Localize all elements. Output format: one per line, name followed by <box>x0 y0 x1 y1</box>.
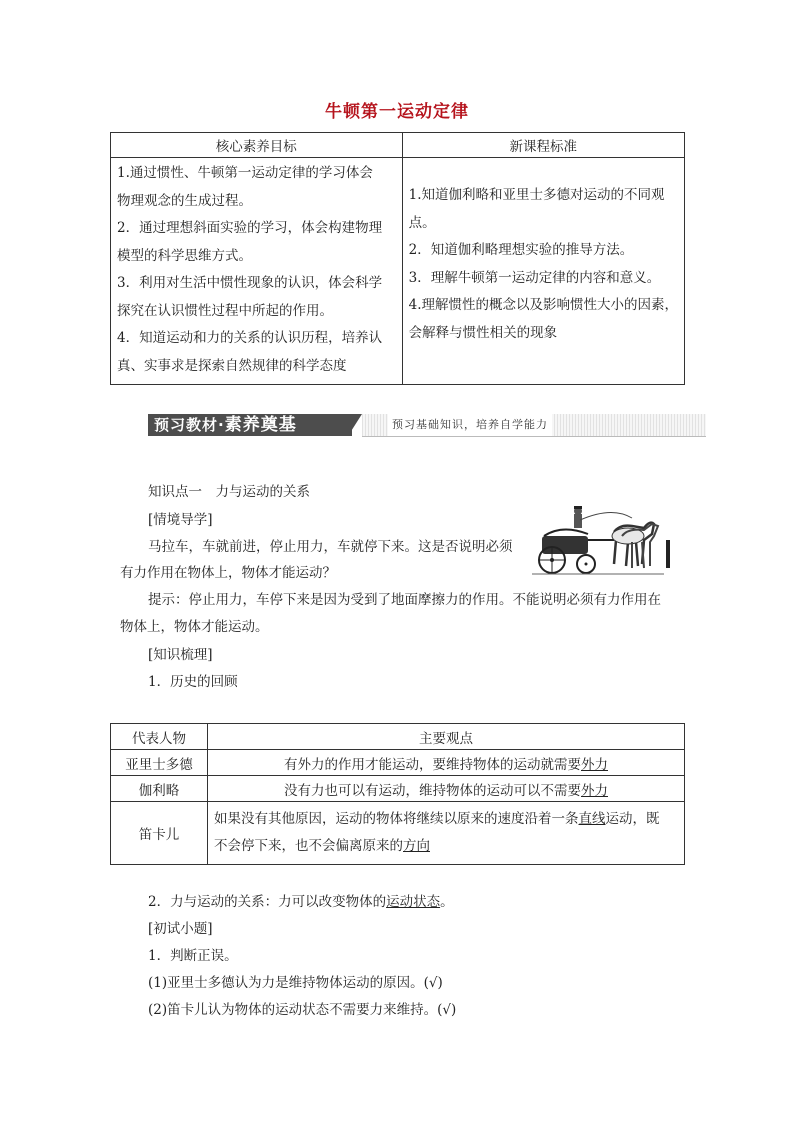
view-text: 有外力的作用才能运动，要维持物体的运动就需要 <box>284 756 581 773</box>
quiz-question: (1)亚里士多德认为力是维持物体运动的原因。(√) <box>148 975 443 991</box>
core-goal-line: 3．利用对生活中惯性现象的认识，体会科学 <box>117 275 383 291</box>
core-goal-line: 物理观念的生成过程。 <box>117 192 252 209</box>
table-row <box>111 776 685 802</box>
view-text: 没有力也可以有运动，维持物体的运动可以不需要 <box>284 782 581 799</box>
view-cell <box>208 776 685 802</box>
page-title: 牛顿第一运动定律 <box>325 102 469 122</box>
view-text: 如果没有其他原因，运动的物体将继续以原来的速度沿着一条 <box>214 811 579 827</box>
view-cell <box>208 802 685 865</box>
standard-line: 会解释与惯性相关的现象 <box>408 324 558 341</box>
standard-line: 2．知道伽利略理想实验的推导方法。 <box>408 242 634 258</box>
person-cell: 笛卡儿 <box>111 802 208 865</box>
banner-label-emphasis: 素养奠基 <box>224 415 297 435</box>
view-key-term: 外力 <box>581 782 608 799</box>
force-motion-relation <box>148 890 454 910</box>
relation-text: 2．力与运动的关系：力可以改变物体的 <box>148 894 387 910</box>
banner-wedge <box>348 414 362 436</box>
standard-line: 3．理解牛顿第一运动定律的内容和意义。 <box>408 269 661 286</box>
table-row <box>111 802 685 865</box>
question-line: 有力作用在物体上，物体才能运动？ <box>120 565 336 581</box>
person-cell: 伽利略 <box>111 776 208 802</box>
core-goal-line: 1.通过惯性、牛顿第一运动定律的学习体会 <box>117 165 373 181</box>
history-header-person: 代表人物 <box>111 724 208 750</box>
knowledge-tag: [知识梳理] <box>148 647 213 663</box>
table-row <box>111 750 685 776</box>
quiz-question: (2)笛卡儿认为物体的运动状态不需要力来维持。(√) <box>148 1002 457 1018</box>
core-goals-cell <box>111 158 403 385</box>
quiz-tag: [初试小题] <box>148 921 213 937</box>
standards-cell <box>402 158 684 385</box>
horse-carriage-illustration <box>532 506 672 578</box>
view-text: 运动，既 <box>605 811 660 827</box>
history-table <box>110 723 685 865</box>
view-key-term: 外力 <box>581 756 608 773</box>
hint-line: 物体上，物体才能运动。 <box>120 619 269 635</box>
standard-line: 1.知道伽利略和亚里士多德对运动的不同观 <box>408 187 665 203</box>
knowledge-point-heading: 知识点一 力与运动的关系 <box>148 484 310 500</box>
standard-line: 点。 <box>408 214 436 231</box>
objectives-header-core: 核心素养目标 <box>111 133 403 158</box>
banner-label-main: 预习教材· <box>154 416 225 434</box>
hint-line: 提示：停止用力，车停下来是因为受到了地面摩擦力的作用。不能说明必须有力作用在 <box>148 592 661 608</box>
quiz-item-heading: 1．判断正误。 <box>148 948 238 964</box>
objectives-header-standard: 新课程标准 <box>402 133 684 158</box>
history-header-view: 主要观点 <box>208 724 685 750</box>
standard-line: 4.理解惯性的概念以及影响惯性大小的因素， <box>408 297 678 313</box>
core-goal-line: 探究在认识惯性过程中所起的作用。 <box>117 302 333 319</box>
objectives-table <box>110 132 685 385</box>
relation-key-term: 运动状态 <box>386 894 441 910</box>
section-banner <box>148 414 706 436</box>
person-cell: 亚里士多德 <box>111 750 208 776</box>
core-goal-line: 真、实事求是探索自然规律的科学态度 <box>117 357 347 374</box>
core-goal-line: 模型的科学思维方式。 <box>117 247 252 264</box>
core-goal-line: 2．通过理想斜面实验的学习，体会构建物理 <box>117 220 383 236</box>
history-heading: 1．历史的回顾 <box>148 674 238 690</box>
view-key-term: 方向 <box>403 838 430 854</box>
core-goal-line: 4．知道运动和力的关系的认识历程，培养认 <box>117 330 383 346</box>
question-line: 马拉车，车就前进，停止用力，车就停下来。这是否说明必须 <box>148 539 513 555</box>
view-text: 不会停下来，也不会偏离原来的 <box>214 838 403 854</box>
view-cell <box>208 750 685 776</box>
view-key-term: 直线 <box>578 811 606 827</box>
situation-tag: [情境导学] <box>148 512 213 528</box>
relation-text-end: 。 <box>440 894 454 910</box>
banner-label <box>148 414 352 436</box>
banner-subtitle: 预习基础知识，培养自学能力 <box>388 414 552 436</box>
